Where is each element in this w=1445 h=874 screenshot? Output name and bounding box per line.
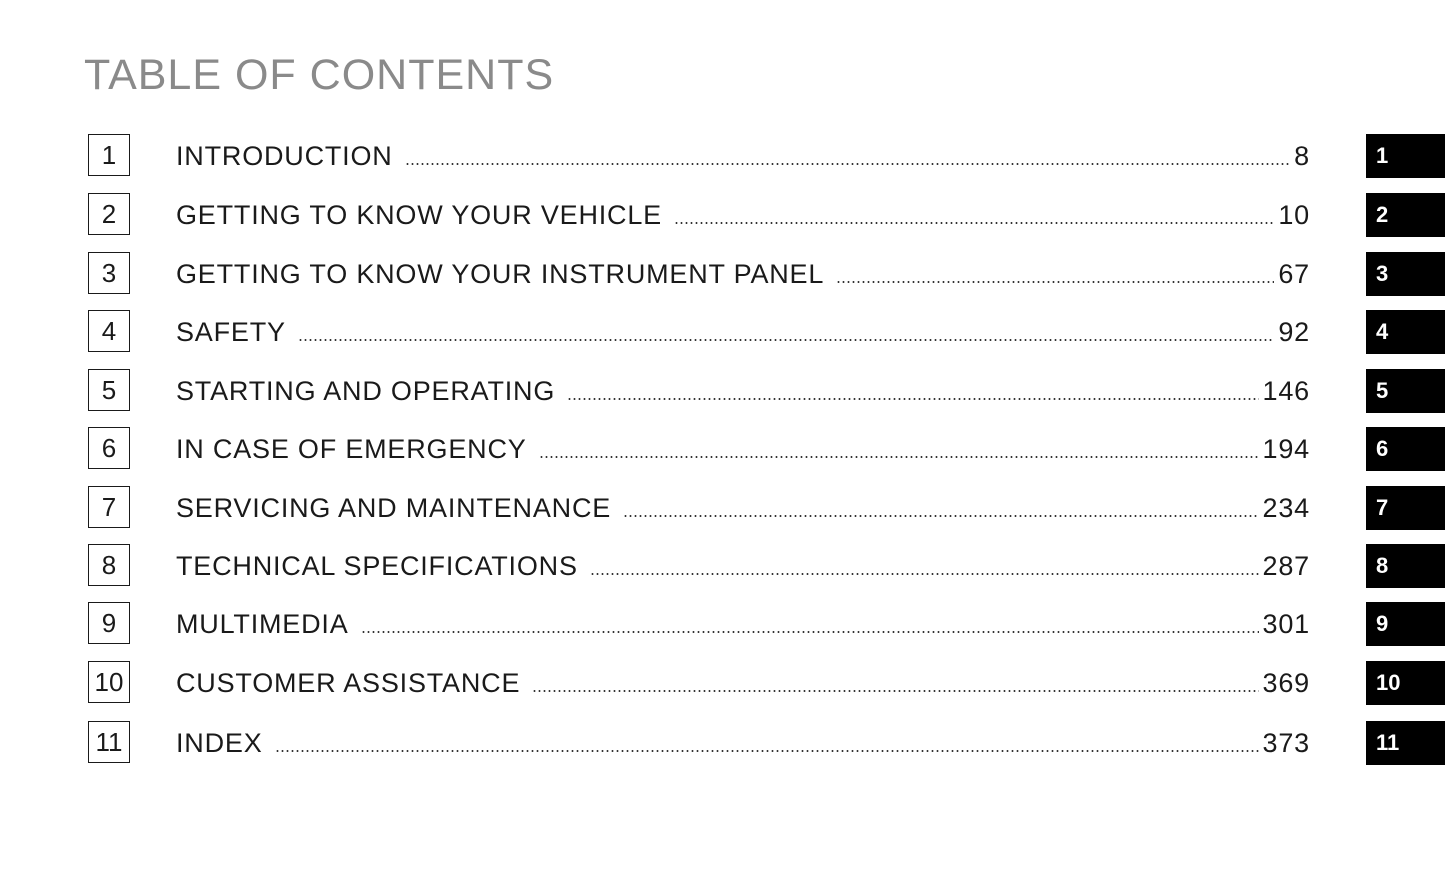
toc-entry-safety[interactable] [176,310,1310,354]
toc-row [0,369,1445,415]
dot-leader [361,630,1259,634]
chapter-tab[interactable]: 3 [1366,252,1445,296]
page-number: 369 [1262,667,1310,698]
dot-leader [405,162,1291,166]
dot-leader [532,689,1258,693]
chapter-tab[interactable]: 9 [1366,602,1445,646]
chapter-tab[interactable]: 1 [1366,134,1445,178]
dot-leader [275,749,1259,753]
toc-entry-introduction[interactable] [176,134,1310,178]
chapter-tab[interactable]: 5 [1366,369,1445,413]
page-number: 234 [1262,492,1310,523]
page-number: 8 [1294,140,1310,171]
toc-row [0,721,1445,767]
dot-leader [298,338,1275,342]
chapter-tab[interactable]: 11 [1366,721,1445,765]
toc-entry-multimedia[interactable] [176,602,1310,646]
chapter-title: CUSTOMER ASSISTANCE [176,667,521,698]
chapter-number-box: 8 [88,544,130,586]
toc-entry-starting-and-operating[interactable] [176,369,1310,413]
chapter-title: STARTING AND OPERATING [176,375,556,406]
page-number: 194 [1262,433,1310,464]
chapter-tab[interactable]: 2 [1366,193,1445,237]
page-number: 287 [1262,550,1310,581]
toc-row [0,661,1445,707]
chapter-number-box: 5 [88,369,130,411]
chapter-tab[interactable]: 7 [1366,486,1445,530]
toc-entry-in-case-of-emergency[interactable] [176,427,1310,471]
toc-entry-getting-to-know-your-vehicle[interactable] [176,193,1310,237]
chapter-number-box: 11 [88,721,130,763]
chapter-number-box: 1 [88,134,130,176]
toc-entry-customer-assistance[interactable] [176,661,1310,705]
chapter-title: GETTING TO KNOW YOUR INSTRUMENT PANEL [176,258,825,289]
dot-leader [539,455,1259,459]
chapter-tab[interactable]: 8 [1366,544,1445,588]
page-number: 373 [1262,727,1310,758]
toc-row [0,602,1445,648]
chapter-tab[interactable]: 6 [1366,427,1445,471]
dot-leader [590,572,1259,576]
chapter-number-box: 6 [88,427,130,469]
page-number: 146 [1262,375,1310,406]
page-number: 301 [1262,608,1310,639]
chapter-title: IN CASE OF EMERGENCY [176,433,527,464]
chapter-title: MULTIMEDIA [176,608,349,639]
chapter-title: INDEX [176,727,263,758]
chapter-number-box: 10 [88,661,130,703]
chapter-title: SAFETY [176,316,286,347]
toc-row [0,427,1445,473]
chapter-tab[interactable]: 4 [1366,310,1445,354]
dot-leader [623,514,1258,518]
chapter-number-box: 3 [88,252,130,294]
page-title: TABLE OF CONTENTS [84,51,555,99]
toc-entry-technical-specifications[interactable] [176,544,1310,588]
chapter-title: INTRODUCTION [176,140,393,171]
chapter-title: GETTING TO KNOW YOUR VEHICLE [176,199,662,230]
toc-row [0,544,1445,590]
chapter-tab[interactable]: 10 [1366,661,1445,705]
toc-entry-servicing-and-maintenance[interactable] [176,486,1310,530]
chapter-number-box: 9 [88,602,130,644]
chapter-title: TECHNICAL SPECIFICATIONS [176,550,578,581]
toc-row [0,134,1445,180]
dot-leader [836,280,1274,284]
toc-row [0,193,1445,239]
toc-row [0,252,1445,298]
chapter-title: SERVICING AND MAINTENANCE [176,492,612,523]
toc-entry-instrument-panel[interactable] [176,252,1310,296]
toc-row [0,486,1445,532]
dot-leader [674,221,1274,225]
chapter-number-box: 7 [88,486,130,528]
toc-entry-index[interactable] [176,721,1310,765]
chapter-number-box: 4 [88,310,130,352]
page-number: 10 [1278,199,1310,230]
page-number: 92 [1278,316,1310,347]
page-number: 67 [1278,258,1310,289]
toc-row [0,310,1445,356]
chapter-number-box: 2 [88,193,130,235]
dot-leader [567,397,1258,401]
